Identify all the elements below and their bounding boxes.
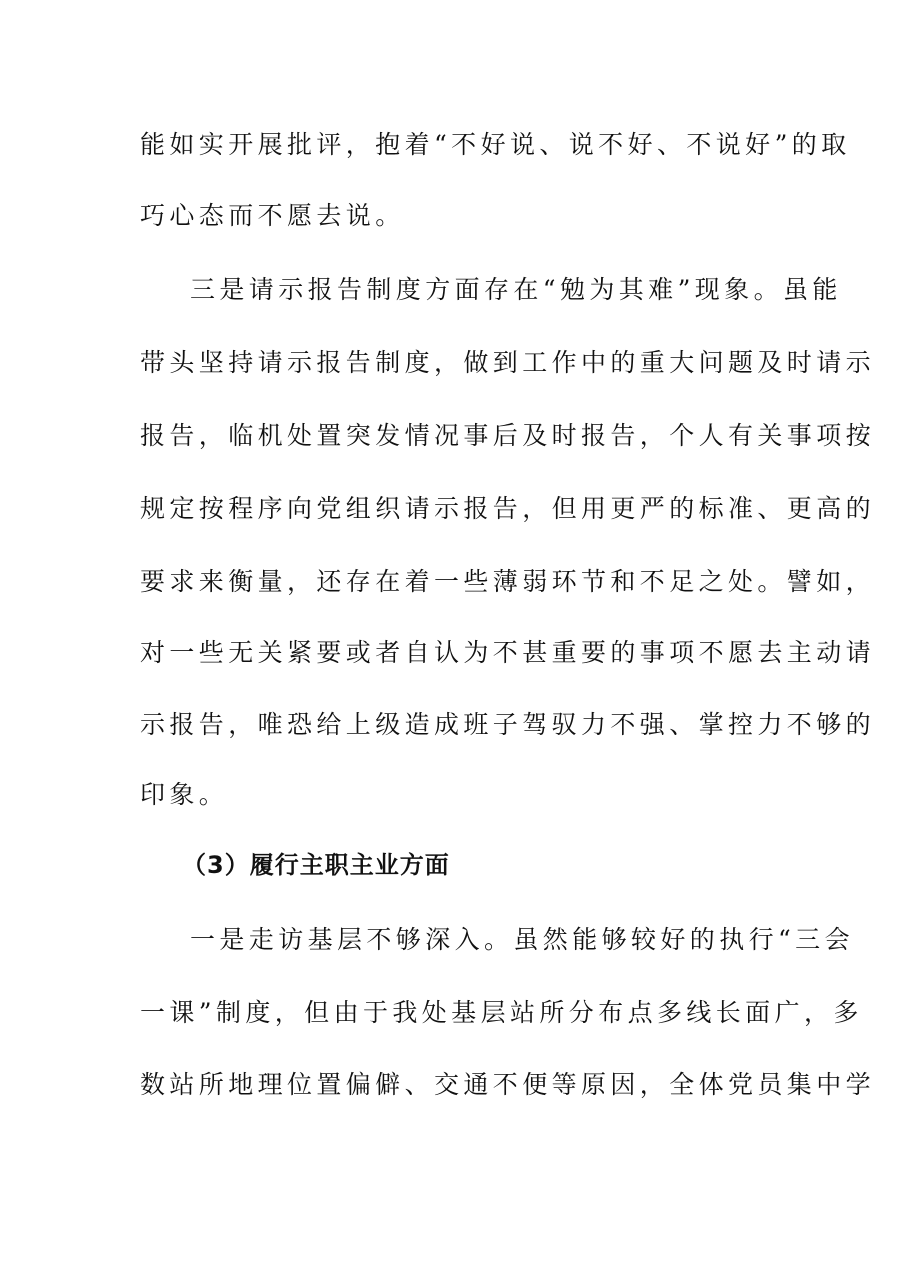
text-line: 要求来衡量，还存在着一些薄弱环节和不足之处。譬如， — [140, 567, 876, 596]
text-line: 一课”制度，但由于我处基层站所分布点多线长面广，多 — [140, 998, 863, 1027]
text-line: 能如实开展批评，抱着“不好说、说不好、不说好”的取 — [140, 130, 851, 159]
text-line: 规定按程序向党组织请示报告，但用更严的标准、更高的 — [140, 494, 876, 523]
paragraph-first-line: 三是请示报告制度方面存在“勉为其难”现象。虽能 — [190, 275, 842, 304]
text-line: 带头坚持请示报告制度，做到工作中的重大问题及时请示 — [140, 348, 876, 377]
text-line: 印象。 — [140, 780, 229, 809]
text-line: 报告，临机处置突发情况事后及时报告，个人有关事项按 — [140, 421, 876, 450]
text-line: 数站所地理位置偏僻、交通不便等原因，全体党员集中学 — [140, 1070, 876, 1099]
paragraph-first-line: 一是走访基层不够深入。虽然能够较好的执行“三会 — [190, 925, 854, 954]
text-line: 示报告，唯恐给上级造成班子驾驭力不强、掌控力不够的 — [140, 710, 876, 739]
section-heading: （3）履行主职主业方面 — [182, 851, 450, 879]
text-line: 巧心态而不愿去说。 — [140, 201, 405, 230]
text-line: 对一些无关紧要或者自认为不甚重要的事项不愿去主动请 — [140, 638, 876, 667]
